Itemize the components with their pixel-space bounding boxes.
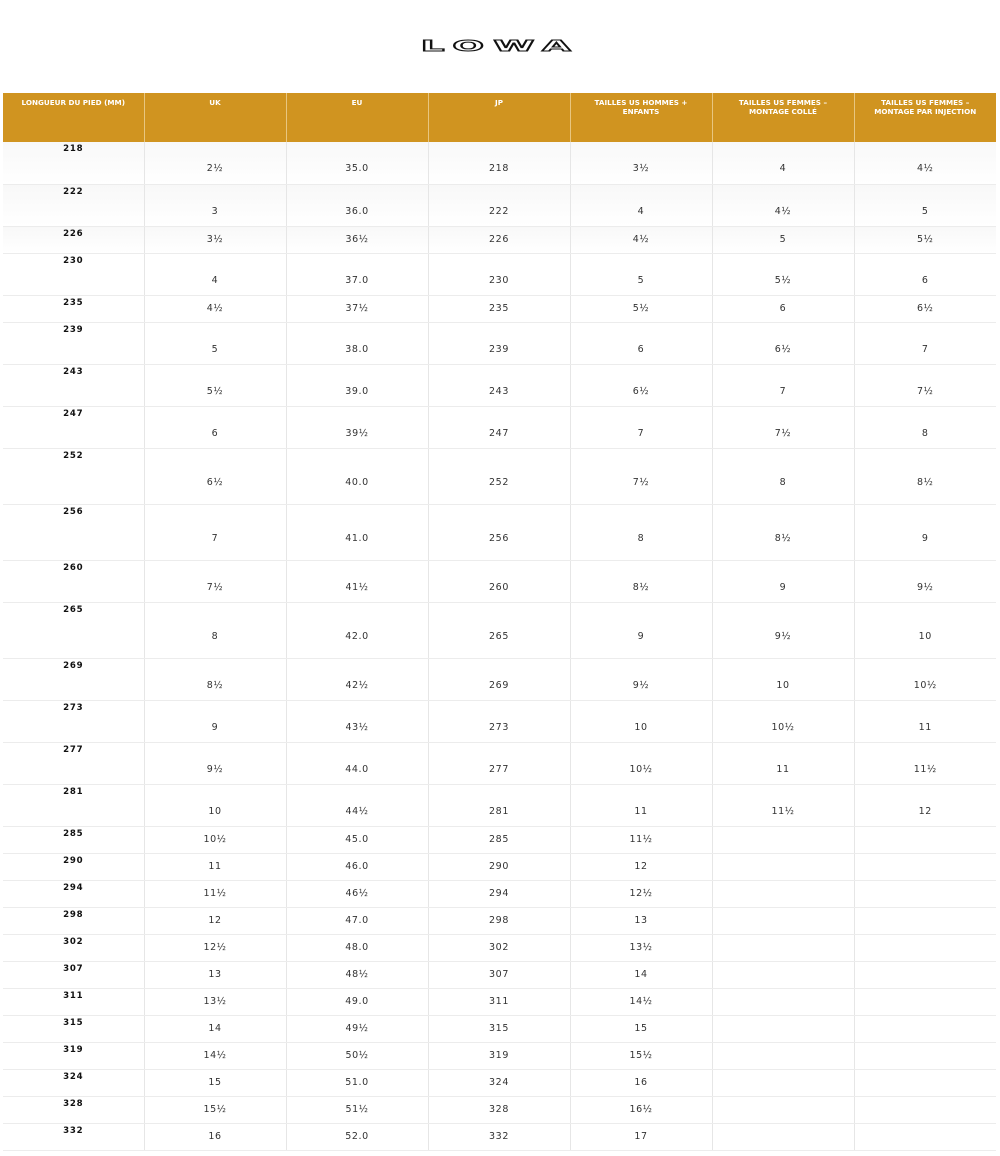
table-row (3, 364, 996, 406)
cell-uk: 10½ (144, 826, 286, 853)
cell-uk: 12½ (144, 934, 286, 961)
cell-foot-length: 285 (3, 826, 144, 853)
cell-us-women-injection: 12 (854, 784, 996, 826)
cell-eu: 44½ (286, 784, 428, 826)
cell-us-women-glued: 10½ (712, 700, 854, 742)
table-row (3, 226, 996, 253)
cell-us-men-kids: 15½ (570, 1042, 712, 1069)
cell-uk: 9½ (144, 742, 286, 784)
table-row (3, 448, 996, 504)
cell-us-women-injection: 11½ (854, 742, 996, 784)
cell-us-women-injection: 5½ (854, 226, 996, 253)
cell-jp: 247 (428, 406, 570, 448)
cell-us-women-glued: 6½ (712, 322, 854, 364)
cell-us-women-glued (712, 826, 854, 853)
cell-foot-length: 222 (3, 184, 144, 226)
cell-jp: 311 (428, 988, 570, 1015)
cell-foot-length: 260 (3, 560, 144, 602)
cell-uk: 7½ (144, 560, 286, 602)
cell-us-women-glued (712, 988, 854, 1015)
cell-us-men-kids: 10½ (570, 742, 712, 784)
cell-us-men-kids: 12 (570, 853, 712, 880)
header-us-men-kids: TAILLES US HOMMES + ENFANTS (570, 93, 712, 142)
cell-jp: 239 (428, 322, 570, 364)
table-row (3, 1069, 996, 1096)
cell-foot-length: 243 (3, 364, 144, 406)
cell-us-women-injection: 7½ (854, 364, 996, 406)
table-row (3, 184, 996, 226)
cell-us-women-glued (712, 1123, 854, 1150)
table-row (3, 1123, 996, 1150)
cell-us-men-kids: 15 (570, 1015, 712, 1042)
cell-us-women-injection (854, 1069, 996, 1096)
table-row (3, 853, 996, 880)
cell-uk: 3½ (144, 226, 286, 253)
cell-foot-length: 218 (3, 142, 144, 184)
cell-eu: 44.0 (286, 742, 428, 784)
table-row (3, 988, 996, 1015)
cell-us-men-kids: 7 (570, 406, 712, 448)
cell-us-men-kids: 13 (570, 907, 712, 934)
cell-eu: 51½ (286, 1096, 428, 1123)
cell-uk: 6 (144, 406, 286, 448)
cell-us-men-kids: 3½ (570, 142, 712, 184)
cell-us-men-kids: 8½ (570, 560, 712, 602)
cell-us-women-glued (712, 1015, 854, 1042)
cell-eu: 42.0 (286, 602, 428, 658)
cell-uk: 4 (144, 253, 286, 295)
cell-jp: 260 (428, 560, 570, 602)
cell-eu: 45.0 (286, 826, 428, 853)
cell-foot-length: 235 (3, 295, 144, 322)
cell-us-women-injection (854, 934, 996, 961)
cell-us-men-kids: 10 (570, 700, 712, 742)
cell-jp: 324 (428, 1069, 570, 1096)
header-foot-length: LONGUEUR DU PIED (MM) (3, 93, 144, 142)
cell-us-women-injection: 11 (854, 700, 996, 742)
cell-us-women-injection: 6½ (854, 295, 996, 322)
cell-eu: 39½ (286, 406, 428, 448)
cell-us-women-injection (854, 1042, 996, 1069)
cell-us-women-glued: 11 (712, 742, 854, 784)
cell-uk: 15½ (144, 1096, 286, 1123)
cell-foot-length: 307 (3, 961, 144, 988)
cell-us-men-kids: 13½ (570, 934, 712, 961)
cell-eu: 52.0 (286, 1123, 428, 1150)
cell-uk: 13 (144, 961, 286, 988)
header-uk: UK (144, 93, 286, 142)
cell-eu: 49.0 (286, 988, 428, 1015)
cell-foot-length: 265 (3, 602, 144, 658)
cell-uk: 6½ (144, 448, 286, 504)
cell-uk: 9 (144, 700, 286, 742)
cell-eu: 35.0 (286, 142, 428, 184)
cell-foot-length: 332 (3, 1123, 144, 1150)
cell-eu: 37½ (286, 295, 428, 322)
table-row (3, 322, 996, 364)
cell-us-women-injection: 10 (854, 602, 996, 658)
cell-us-women-injection: 5 (854, 184, 996, 226)
cell-jp: 235 (428, 295, 570, 322)
cell-us-men-kids: 11½ (570, 826, 712, 853)
cell-us-men-kids: 8 (570, 504, 712, 560)
cell-jp: 226 (428, 226, 570, 253)
cell-uk: 11½ (144, 880, 286, 907)
cell-jp: 265 (428, 602, 570, 658)
header-us-women-injection: TAILLES US FEMMES – MONTAGE PAR INJECTION (854, 93, 996, 142)
cell-uk: 4½ (144, 295, 286, 322)
cell-eu: 43½ (286, 700, 428, 742)
cell-jp: 319 (428, 1042, 570, 1069)
cell-uk: 3 (144, 184, 286, 226)
table-row (3, 700, 996, 742)
cell-uk: 5 (144, 322, 286, 364)
table-row (3, 742, 996, 784)
cell-us-men-kids: 6½ (570, 364, 712, 406)
table-row (3, 253, 996, 295)
cell-jp: 294 (428, 880, 570, 907)
size-table (3, 93, 996, 1151)
cell-us-women-glued: 8½ (712, 504, 854, 560)
cell-us-women-glued: 9 (712, 560, 854, 602)
cell-us-men-kids: 4½ (570, 226, 712, 253)
table-row (3, 602, 996, 658)
table-row (3, 826, 996, 853)
cell-us-women-injection (854, 853, 996, 880)
cell-us-women-glued: 4 (712, 142, 854, 184)
table-row (3, 784, 996, 826)
cell-uk: 11 (144, 853, 286, 880)
cell-jp: 269 (428, 658, 570, 700)
table-row (3, 406, 996, 448)
cell-uk: 5½ (144, 364, 286, 406)
cell-jp: 230 (428, 253, 570, 295)
cell-us-men-kids: 5½ (570, 295, 712, 322)
cell-foot-length: 226 (3, 226, 144, 253)
cell-us-women-glued: 8 (712, 448, 854, 504)
cell-foot-length: 256 (3, 504, 144, 560)
cell-uk: 13½ (144, 988, 286, 1015)
cell-foot-length: 252 (3, 448, 144, 504)
cell-jp: 277 (428, 742, 570, 784)
cell-foot-length: 294 (3, 880, 144, 907)
cell-us-women-glued: 5 (712, 226, 854, 253)
cell-us-women-injection (854, 1096, 996, 1123)
cell-foot-length: 290 (3, 853, 144, 880)
cell-uk: 14½ (144, 1042, 286, 1069)
cell-us-women-injection (854, 826, 996, 853)
table-body (3, 142, 996, 1150)
cell-foot-length: 319 (3, 1042, 144, 1069)
cell-jp: 290 (428, 853, 570, 880)
cell-foot-length: 328 (3, 1096, 144, 1123)
cell-us-men-kids: 9½ (570, 658, 712, 700)
cell-us-women-glued (712, 1069, 854, 1096)
cell-us-men-kids: 17 (570, 1123, 712, 1150)
cell-us-men-kids: 14 (570, 961, 712, 988)
cell-foot-length: 315 (3, 1015, 144, 1042)
cell-eu: 51.0 (286, 1069, 428, 1096)
cell-jp: 285 (428, 826, 570, 853)
cell-uk: 10 (144, 784, 286, 826)
cell-us-women-injection: 6 (854, 253, 996, 295)
cell-us-women-injection: 10½ (854, 658, 996, 700)
table-header-row (3, 93, 996, 142)
cell-us-women-injection: 9½ (854, 560, 996, 602)
cell-us-men-kids: 4 (570, 184, 712, 226)
cell-us-women-glued: 9½ (712, 602, 854, 658)
cell-jp: 218 (428, 142, 570, 184)
cell-jp: 332 (428, 1123, 570, 1150)
table-row (3, 934, 996, 961)
cell-us-men-kids: 16 (570, 1069, 712, 1096)
cell-eu: 46.0 (286, 853, 428, 880)
cell-us-women-glued: 7 (712, 364, 854, 406)
cell-jp: 252 (428, 448, 570, 504)
cell-uk: 7 (144, 504, 286, 560)
cell-us-women-glued: 5½ (712, 253, 854, 295)
cell-us-women-glued: 6 (712, 295, 854, 322)
header-jp: JP (428, 93, 570, 142)
cell-uk: 15 (144, 1069, 286, 1096)
cell-eu: 41.0 (286, 504, 428, 560)
cell-eu: 46½ (286, 880, 428, 907)
cell-us-women-glued: 7½ (712, 406, 854, 448)
cell-eu: 48½ (286, 961, 428, 988)
cell-eu: 36½ (286, 226, 428, 253)
cell-foot-length: 324 (3, 1069, 144, 1096)
cell-foot-length: 239 (3, 322, 144, 364)
cell-uk: 14 (144, 1015, 286, 1042)
cell-eu: 48.0 (286, 934, 428, 961)
cell-us-women-injection (854, 1015, 996, 1042)
cell-foot-length: 273 (3, 700, 144, 742)
cell-us-women-glued (712, 853, 854, 880)
cell-us-women-injection (854, 1123, 996, 1150)
cell-foot-length: 277 (3, 742, 144, 784)
cell-eu: 47.0 (286, 907, 428, 934)
table-row (3, 961, 996, 988)
cell-us-women-glued: 10 (712, 658, 854, 700)
cell-us-men-kids: 11 (570, 784, 712, 826)
cell-us-men-kids: 9 (570, 602, 712, 658)
cell-jp: 315 (428, 1015, 570, 1042)
table-row (3, 1015, 996, 1042)
cell-foot-length: 311 (3, 988, 144, 1015)
cell-foot-length: 230 (3, 253, 144, 295)
cell-uk: 2½ (144, 142, 286, 184)
cell-jp: 222 (428, 184, 570, 226)
cell-us-women-glued (712, 961, 854, 988)
cell-us-women-injection: 9 (854, 504, 996, 560)
cell-us-men-kids: 12½ (570, 880, 712, 907)
cell-jp: 273 (428, 700, 570, 742)
cell-eu: 37.0 (286, 253, 428, 295)
cell-eu: 39.0 (286, 364, 428, 406)
cell-us-men-kids: 14½ (570, 988, 712, 1015)
cell-foot-length: 298 (3, 907, 144, 934)
cell-us-women-injection: 8½ (854, 448, 996, 504)
cell-eu: 50½ (286, 1042, 428, 1069)
cell-eu: 49½ (286, 1015, 428, 1042)
cell-us-women-glued: 4½ (712, 184, 854, 226)
cell-eu: 36.0 (286, 184, 428, 226)
cell-jp: 298 (428, 907, 570, 934)
cell-uk: 16 (144, 1123, 286, 1150)
cell-uk: 8½ (144, 658, 286, 700)
cell-us-women-injection (854, 880, 996, 907)
cell-foot-length: 281 (3, 784, 144, 826)
cell-us-men-kids: 7½ (570, 448, 712, 504)
cell-us-women-glued (712, 880, 854, 907)
cell-us-women-glued (712, 907, 854, 934)
cell-foot-length: 302 (3, 934, 144, 961)
cell-foot-length: 247 (3, 406, 144, 448)
table-row (3, 504, 996, 560)
header-us-women-glued: TAILLES US FEMMES – MONTAGE COLLÉ (712, 93, 854, 142)
cell-jp: 256 (428, 504, 570, 560)
cell-us-women-glued (712, 1096, 854, 1123)
cell-foot-length: 269 (3, 658, 144, 700)
cell-jp: 302 (428, 934, 570, 961)
header-eu: EU (286, 93, 428, 142)
table-row (3, 907, 996, 934)
cell-us-women-injection (854, 961, 996, 988)
table-row (3, 658, 996, 700)
cell-us-men-kids: 6 (570, 322, 712, 364)
cell-uk: 12 (144, 907, 286, 934)
cell-us-women-injection (854, 907, 996, 934)
cell-us-men-kids: 5 (570, 253, 712, 295)
cell-jp: 281 (428, 784, 570, 826)
table-row (3, 142, 996, 184)
cell-uk: 8 (144, 602, 286, 658)
cell-jp: 243 (428, 364, 570, 406)
cell-eu: 40.0 (286, 448, 428, 504)
cell-us-women-injection (854, 988, 996, 1015)
cell-us-men-kids: 16½ (570, 1096, 712, 1123)
cell-us-women-glued (712, 934, 854, 961)
table-row (3, 1096, 996, 1123)
cell-jp: 328 (428, 1096, 570, 1123)
brand-logo (0, 30, 1000, 62)
cell-eu: 38.0 (286, 322, 428, 364)
lowa-logo-text: LOWA (420, 37, 580, 55)
cell-us-women-glued (712, 1042, 854, 1069)
table-row (3, 560, 996, 602)
cell-us-women-injection: 8 (854, 406, 996, 448)
cell-eu: 41½ (286, 560, 428, 602)
cell-us-women-injection: 4½ (854, 142, 996, 184)
cell-jp: 307 (428, 961, 570, 988)
table-row (3, 880, 996, 907)
cell-eu: 42½ (286, 658, 428, 700)
table-row (3, 295, 996, 322)
table-row (3, 1042, 996, 1069)
cell-us-women-glued: 11½ (712, 784, 854, 826)
size-chart (3, 93, 996, 1151)
cell-us-women-injection: 7 (854, 322, 996, 364)
